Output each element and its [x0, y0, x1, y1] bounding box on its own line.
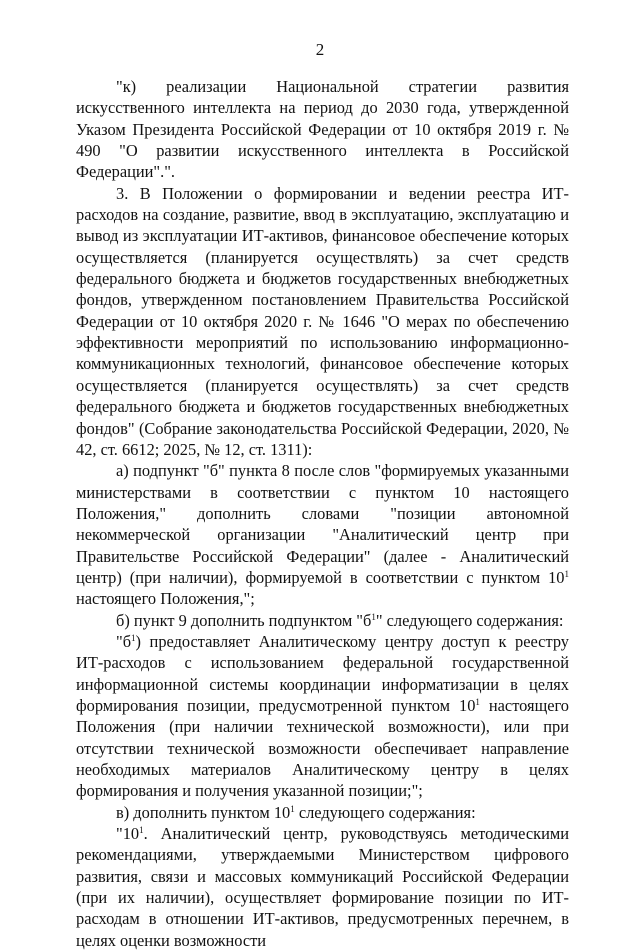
paragraph-1 — [76, 76, 569, 183]
superscript: 1 — [139, 825, 144, 836]
superscript: 1 — [475, 696, 480, 707]
paragraph-text: б) пункт 9 дополнить подпунктом "б — [116, 610, 372, 630]
paragraph-text: " следующего содержания: — [375, 610, 564, 630]
paragraph-text: настоящего Положения,"; — [76, 589, 255, 609]
paragraph-text: 3. В Положении о формировании и ведении реестра ИТ-расходов на создание, развитие, ввод в эксплуатацию, эксплуатацию и вывод из эксплуатации ИТ-активов, финансовое обеспечение которых осуществляется (планируется осуществлять) за счет средств федерального бюджета и бюджетов государственных внебюджетных фондов, утвержденном постановлением Правительства Российской Федерации от 10 октября 2020 г. № 1646 "О мерах по обеспечению эффективности мероприятий по использованию информационно-коммуникационных технологий, финансовое обеспечение которых осуществляется (планируется осуществлять) за счет средств федерального бюджета и бюджетов государственных внебюджетных фондов" (Собрание законодательства Российской Федерации, 2020, № 42, ст. 6612; 2025, № 12, ст. 1311): — [76, 183, 569, 459]
paragraph-text: а) подпункт "б" пункта 8 после слов "формируемых указанными министерствами в соответствии с пунктом 10 настоящего Положения," дополнить словами "позиции автономной некоммерческой организации "Аналитический центр при Правительстве Российской Федерации" (далее - Аналитический центр) (при наличии), формируемой в соответствии с пунктом 10 — [76, 461, 569, 587]
superscript: 1 — [371, 611, 376, 622]
paragraph-text: ) предоставляет Аналитическому центру доступ к реестру ИТ-расходов с использованием федеральной государственной информационной системы координации информатизации в целях формирования позиции, предусмотренной пунктом 10 — [76, 631, 569, 715]
paragraph-5 — [76, 631, 569, 802]
superscript: 1 — [290, 803, 295, 814]
paragraph-2 — [76, 183, 569, 460]
paragraph-3 — [76, 460, 569, 609]
document-body — [76, 76, 569, 951]
paragraph-text: следующего содержания: — [294, 802, 476, 822]
superscript: 1 — [131, 632, 136, 643]
page-number: 2 — [315, 40, 325, 59]
paragraph-6 — [76, 802, 569, 823]
paragraph-7 — [76, 823, 569, 951]
paragraph-text: в) дополнить пунктом 10 — [116, 802, 291, 822]
superscript: 1 — [564, 568, 569, 579]
paragraph-text: настоящего Положения (при наличии технической возможности), или при отсутствии технической возможности обеспечивает направление необходимых материалов Аналитическому центру в целях формирования и получения указанной позиции;"; — [76, 695, 569, 801]
paragraph-text: "б — [116, 631, 132, 651]
paragraph-text: . Аналитический центр, руководствуясь методическими рекомендациями, утверждаемыми Министерством цифрового развития, связи и массовых коммуникаций Российской Федерации (при их наличии), осуществляет формирование позиции по ИТ-расходам в отношении ИТ-активов, предусмотренных перечнем, в целях оценки возможности — [76, 824, 569, 950]
paragraph-text: "к) реализации Национальной стратегии развития искусственного интеллекта на период до 2030 года, утвержденной Указом Президента Российской Федерации от 10 октября 2019 г. № 490 "О развитии искусственного интеллекта в Российской Федерации".". — [76, 77, 569, 182]
paragraph-4 — [76, 610, 569, 631]
paragraph-text: "10 — [116, 824, 140, 844]
